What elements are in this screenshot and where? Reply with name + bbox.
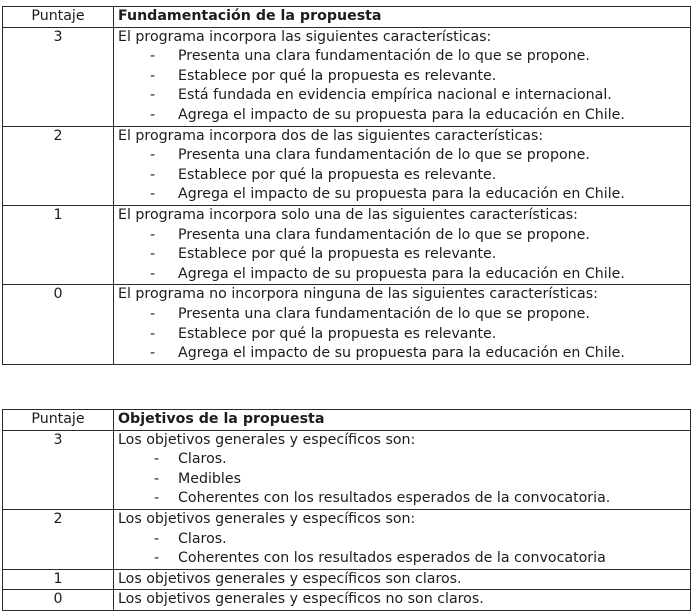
dash-marker: - [150,48,156,65]
score-cell: 3 [3,27,114,126]
list-item: - Coherentes con los resultados esperados de la convocatoria. [118,489,686,509]
criteria-cell: Los objetivos generales y específicos son claros. [114,569,691,590]
list-item: - Coherentes con los resultados esperados de la convocatoria [118,549,686,569]
table-row [3,126,691,205]
dash-marker: - [150,265,156,282]
criteria-list [118,146,686,205]
criteria-list [118,530,686,569]
dash-marker: - [150,106,156,123]
list-item: - Claros. [118,450,686,470]
list-item: - Agrega el impacto de su propuesta para la educación en Chile. [118,265,686,285]
score-cell: 1 [3,569,114,590]
list-item: - Presenta una clara fundamentación de lo que se propone. [118,305,686,325]
dash-marker: - [154,490,160,507]
criteria-lead: El programa incorpora las siguientes características: [118,28,492,45]
list-item: - Establece por qué la propuesta es relevante. [118,166,686,186]
score-cell: 0 [3,590,114,611]
criteria-cell [114,509,691,569]
dash-marker: - [150,166,156,183]
dash-marker: - [154,550,160,567]
header-score: Puntaje [3,410,114,431]
score-cell: 2 [3,509,114,569]
dash-marker: - [150,305,156,322]
header-title: Fundamentación de la propuesta [114,7,691,28]
dash-marker: - [150,87,156,104]
table-row [3,590,691,611]
table-row [3,430,691,509]
dash-marker: - [150,186,156,203]
criteria-list [118,305,686,364]
criteria-cell: Los objetivos generales y específicos no son claros. [114,590,691,611]
criteria-cell [114,205,691,284]
criteria-list [118,47,686,125]
score-cell: 0 [3,285,114,364]
list-item: - Claros. [118,530,686,550]
criteria-lead: El programa incorpora dos de las siguientes características: [118,127,544,144]
header-score: Puntaje [3,7,114,28]
score-cell: 2 [3,126,114,205]
criteria-cell [114,126,691,205]
dash-marker: - [154,451,160,468]
score-cell: 1 [3,205,114,284]
dash-marker: - [150,67,156,84]
table-row [3,27,691,126]
dash-marker: - [150,345,156,362]
score-cell: 3 [3,430,114,509]
criteria-cell [114,27,691,126]
header-title: Objetivos de la propuesta [114,410,691,431]
list-item: - Presenta una clara fundamentación de lo que se propone. [118,226,686,246]
fundamentacion-rubric-table [2,6,691,365]
table-row [3,285,691,364]
list-item: - Presenta una clara fundamentación de lo que se propone. [118,47,686,67]
list-item: - Establece por qué la propuesta es relevante. [118,245,686,265]
table-row [3,509,691,569]
dash-marker: - [150,226,156,243]
list-item: - Está fundada en evidencia empírica nacional e internacional. [118,86,686,106]
table-header-row [3,7,691,28]
objetivos-rubric-table [2,409,691,611]
dash-marker: - [150,325,156,342]
table-row [3,569,691,590]
table-header-row [3,410,691,431]
criteria-lead: El programa incorpora solo una de las siguientes características: [118,206,578,223]
list-item: - Establece por qué la propuesta es relevante. [118,325,686,345]
dash-marker: - [154,530,160,547]
list-item: - Agrega el impacto de su propuesta para la educación en Chile. [118,185,686,205]
list-item: - Medibles [118,470,686,490]
criteria-lead: El programa no incorpora ninguna de las siguientes características: [118,286,598,303]
criteria-cell [114,430,691,509]
list-item: - Presenta una clara fundamentación de lo que se propone. [118,146,686,166]
list-item: - Agrega el impacto de su propuesta para la educación en Chile. [118,344,686,364]
criteria-lead: Los objetivos generales y específicos son: [118,510,416,527]
criteria-list [118,450,686,509]
dash-marker: - [154,470,160,487]
criteria-list [118,226,686,285]
dash-marker: - [150,147,156,164]
table-row [3,205,691,284]
dash-marker: - [150,246,156,263]
list-item: - Agrega el impacto de su propuesta para la educación en Chile. [118,106,686,126]
criteria-cell [114,285,691,364]
list-item: - Establece por qué la propuesta es relevante. [118,67,686,87]
criteria-lead: Los objetivos generales y específicos son: [118,431,416,448]
